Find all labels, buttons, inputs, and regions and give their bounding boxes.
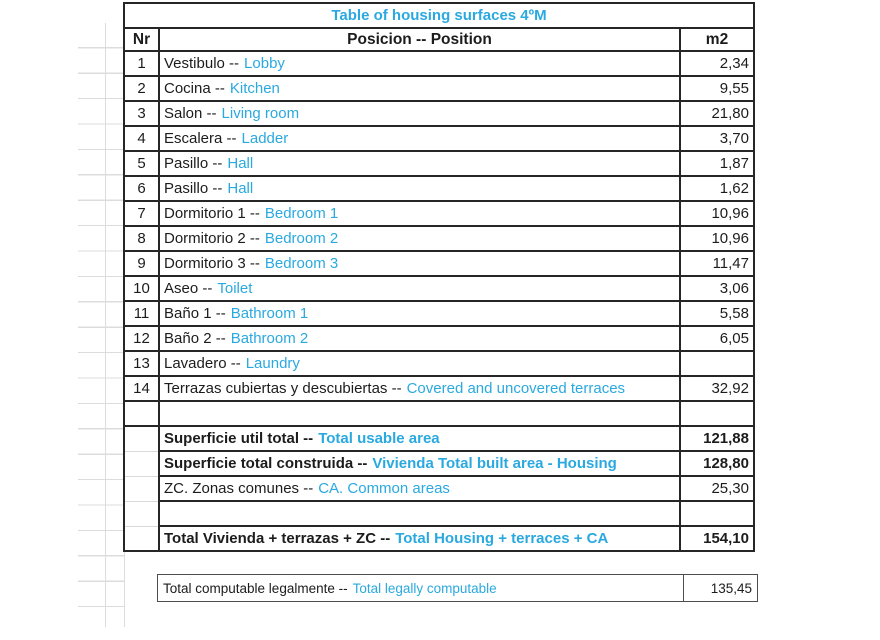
summary-label-es: Total Vivienda + terrazas + ZC -- [164, 530, 391, 547]
cell-position [159, 326, 680, 351]
position-es: Salon -- [164, 105, 217, 122]
summary-label-es: Superficie util total -- [164, 430, 314, 447]
cell-position [159, 351, 680, 376]
summary-label [159, 426, 680, 451]
position-es: Pasillo -- [164, 180, 223, 197]
legal-label-en: Total legally computable [352, 580, 497, 596]
cell-position [159, 51, 680, 76]
summary-row [124, 476, 754, 501]
table-row [124, 201, 754, 226]
table-row [124, 376, 754, 401]
header-position: Posicion -- Position [159, 28, 680, 51]
table-row [124, 326, 754, 351]
legal-total-row [157, 574, 758, 602]
position-en: Bedroom 1 [264, 205, 339, 222]
cell-nr: 14 [124, 376, 159, 401]
cell-nr: 13 [124, 351, 159, 376]
summary-m2: 121,88 [680, 426, 754, 451]
cell-m2 [680, 351, 754, 376]
position-es: Terrazas cubiertas y descubiertas -- [164, 380, 402, 397]
cell-position [159, 151, 680, 176]
cell-nr: 8 [124, 226, 159, 251]
summary-m2 [680, 501, 754, 526]
cell-nr: 10 [124, 276, 159, 301]
cell-position [159, 276, 680, 301]
legal-total-label [158, 575, 683, 601]
cell-position [159, 176, 680, 201]
cell-m2: 11,47 [680, 251, 754, 276]
summary-label-es: ZC. Zonas comunes -- [164, 480, 314, 497]
position-es: Baño 2 -- [164, 330, 226, 347]
cell-m2: 10,96 [680, 226, 754, 251]
position-es: Aseo -- [164, 280, 213, 297]
position-en: Bedroom 3 [264, 255, 339, 272]
left-margin-gridlines [78, 23, 125, 627]
cell-m2: 3,06 [680, 276, 754, 301]
header-nr: Nr [124, 28, 159, 51]
position-es: Vestibulo -- [164, 55, 240, 72]
position-es: Pasillo -- [164, 155, 223, 172]
cell-m2: 5,58 [680, 301, 754, 326]
cell-position [159, 226, 680, 251]
summary-m2: 128,80 [680, 451, 754, 476]
summary-label [159, 526, 680, 551]
cell-m2: 21,80 [680, 101, 754, 126]
cell-m2: 9,55 [680, 76, 754, 101]
cell-position [159, 401, 680, 426]
cell-nr: 7 [124, 201, 159, 226]
position-en: Bathroom 1 [230, 305, 309, 322]
cell-m2: 2,34 [680, 51, 754, 76]
cell-m2 [680, 401, 754, 426]
header-m2: m2 [680, 28, 754, 51]
cell-nr: 5 [124, 151, 159, 176]
table-header-row [124, 28, 754, 51]
cell-nr: 1 [124, 51, 159, 76]
cell-m2: 32,92 [680, 376, 754, 401]
cell-m2: 3,70 [680, 126, 754, 151]
cell-m2: 1,62 [680, 176, 754, 201]
cell-position [159, 251, 680, 276]
summary-row [124, 426, 754, 451]
table-row [124, 351, 754, 376]
position-es: Lavadero -- [164, 355, 241, 372]
summary-label-en: Vivienda Total built area - Housing [372, 455, 617, 472]
cell-m2: 1,87 [680, 151, 754, 176]
position-es: Dormitorio 1 -- [164, 205, 260, 222]
cell-position [159, 201, 680, 226]
summary-m2: 154,10 [680, 526, 754, 551]
cell-m2: 10,96 [680, 201, 754, 226]
summary-label [159, 476, 680, 501]
cell-m2: 6,05 [680, 326, 754, 351]
gridline-vertical [105, 23, 106, 627]
table-title-row [124, 3, 754, 28]
summary-row [124, 451, 754, 476]
table-row [124, 51, 754, 76]
table-row [124, 151, 754, 176]
cell-nr: 6 [124, 176, 159, 201]
cell-nr [124, 401, 159, 426]
table-row [124, 301, 754, 326]
position-en: Kitchen [229, 80, 280, 97]
position-en: Ladder [241, 130, 289, 147]
position-en: Hall [227, 180, 254, 197]
table-row [124, 401, 754, 426]
cell-nr: 2 [124, 76, 159, 101]
summary-label-en: CA. Common areas [318, 480, 450, 497]
position-es: Baño 1 -- [164, 305, 226, 322]
empty-nr-column [124, 426, 159, 551]
table-row [124, 176, 754, 201]
summary-row [124, 501, 754, 526]
table-row [124, 101, 754, 126]
housing-surfaces-table [123, 2, 755, 552]
summary-row [124, 526, 754, 551]
summary-label-es: Superficie total construida -- [164, 455, 368, 472]
table-row [124, 276, 754, 301]
summary-label [159, 451, 680, 476]
position-es: Dormitorio 2 -- [164, 230, 260, 247]
cell-nr: 9 [124, 251, 159, 276]
position-en: Lobby [244, 55, 285, 72]
summary-label [159, 501, 680, 526]
cell-position [159, 301, 680, 326]
page-title: Table of housing surfaces 4ºM [124, 3, 754, 28]
position-es: Cocina -- [164, 80, 225, 97]
cell-position [159, 101, 680, 126]
position-en: Hall [227, 155, 254, 172]
cell-position [159, 76, 680, 101]
position-en: Covered and uncovered terraces [406, 380, 626, 397]
cell-nr: 12 [124, 326, 159, 351]
cell-nr: 3 [124, 101, 159, 126]
table-row [124, 226, 754, 251]
cell-nr: 4 [124, 126, 159, 151]
table-row [124, 126, 754, 151]
legal-label-es: Total computable legalmente -- [163, 580, 348, 596]
summary-m2: 25,30 [680, 476, 754, 501]
position-en: Living room [221, 105, 300, 122]
summary-label-en: Total Housing + terraces + CA [395, 530, 609, 547]
table-row [124, 76, 754, 101]
table-row [124, 251, 754, 276]
position-en: Bedroom 2 [264, 230, 339, 247]
position-es: Dormitorio 3 -- [164, 255, 260, 272]
position-en: Bathroom 2 [230, 330, 309, 347]
legal-total-value: 135,45 [683, 575, 757, 601]
position-en: Toilet [217, 280, 253, 297]
cell-nr: 11 [124, 301, 159, 326]
cell-position [159, 376, 680, 401]
summary-label-en: Total usable area [318, 430, 440, 447]
position-es: Escalera -- [164, 130, 237, 147]
position-en: Laundry [245, 355, 300, 372]
cell-position [159, 126, 680, 151]
